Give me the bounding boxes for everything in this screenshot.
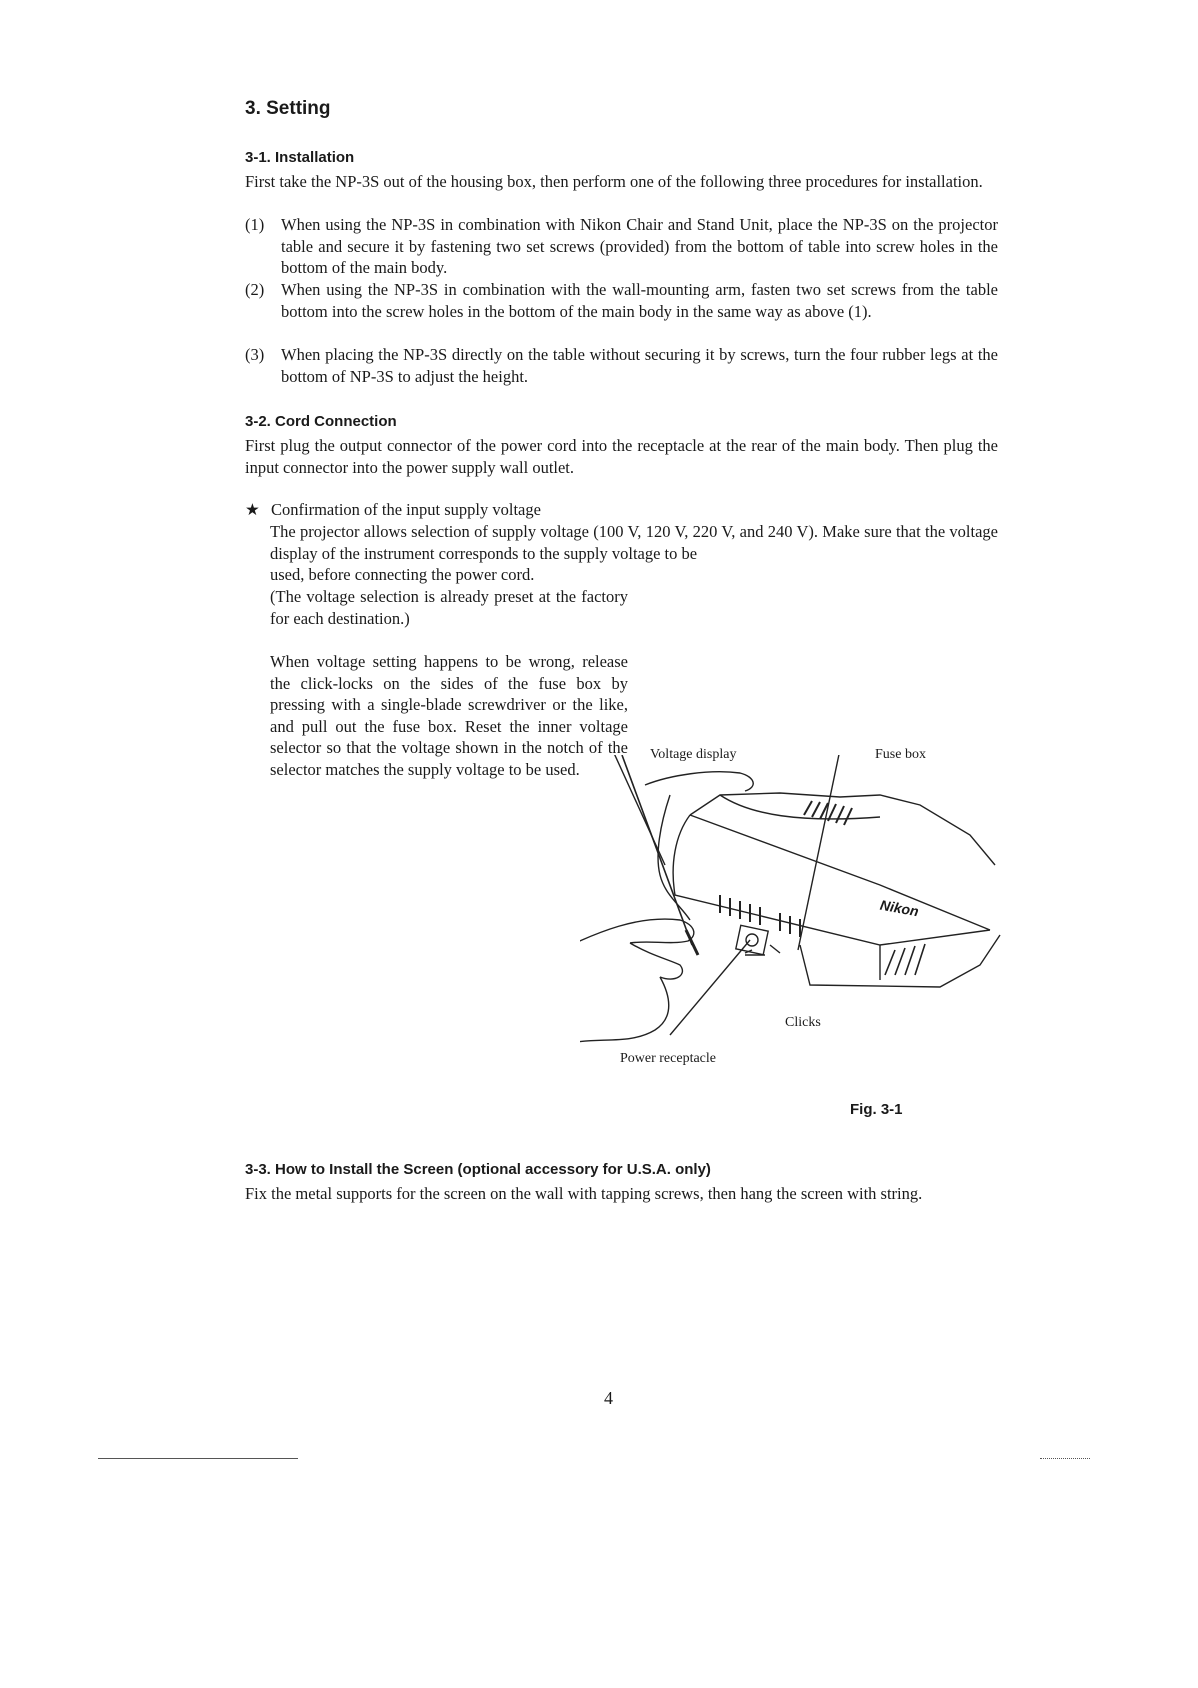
label-power-receptacle: Power receptacle [620,1051,716,1066]
cord-heading: 3-2. Cord Connection [245,413,397,430]
label-voltage-display: Voltage display [650,747,737,762]
item-text: When using the NP-3S in combination with Nikon Chair and Stand Unit, place the NP-3S on the projector table and secure it by fastening two set screws (provided) from the bottom of table into screw holes in the bottom of the main body. [281,215,998,277]
star-icon: ★ [245,500,260,519]
voltage-instructions: When voltage setting happens to be wrong, release the click-locks on the sides of the fuse box by pressing with a single-blade screwdriver or the like, and pull out the fuse box. Reset the inner voltage selector so that the voltage shown in the notch of the selector matches the supply voltage to be used. [270,652,628,779]
projector-illustration [580,755,1020,1055]
confirmation-title: Confirmation of the input supply voltage [271,500,541,519]
page-number: 4 [604,1388,613,1408]
item-number: (2) [245,280,265,299]
item-text: When using the NP-3S in combination with the wall-mounting arm, fasten two set screws from the table bottom into the screw holes in the bottom of the main body in the same way as above (1). [281,280,998,321]
cord-text: First plug the output connector of the power cord into the receptacle at the rear of the main body. Then plug the input connector into the power supply wall outlet. [245,436,998,477]
installation-intro: First take the NP-3S out of the housing box, then perform one of the following three procedures for installation. [245,172,983,191]
figure-caption: Fig. 3-1 [850,1101,903,1118]
section-title: 3. Setting [245,98,331,119]
label-brand: Nikon [878,896,920,920]
confirmation-para1: The projector allows selection of supply voltage (100 V, 120 V, 220 V, and 240 V). Make sure that the voltage display of the instrument corresponds to the supply voltage to be [270,522,998,563]
installation-item-1 [245,214,998,279]
confirmation-para1-tail: used, before connecting the power cord. [270,565,535,584]
item-number: (1) [245,215,265,234]
confirmation-title-line [245,499,541,521]
screen-text: Fix the metal supports for the screen on the wall with tapping screws, then hang the screen with string. [245,1184,923,1203]
installation-heading: 3-1. Installation [245,149,355,166]
installation-item-2 [245,279,998,322]
footer-rule-left [98,1458,298,1459]
confirmation-note: (The voltage selection is already preset at the factory for each destination.) [270,587,628,628]
label-fuse-box: Fuse box [875,747,926,762]
item-text: When placing the NP-3S directly on the table without securing it by screws, turn the four rubber legs at the bottom of NP-3S to adjust the height. [281,345,998,386]
item-number: (3) [245,345,265,364]
installation-item-3 [245,344,998,387]
label-clicks: Clicks [785,1015,821,1030]
footer-rule-right [1040,1458,1090,1459]
screen-heading: 3-3. How to Install the Screen (optional accessory for U.S.A. only) [245,1161,711,1178]
